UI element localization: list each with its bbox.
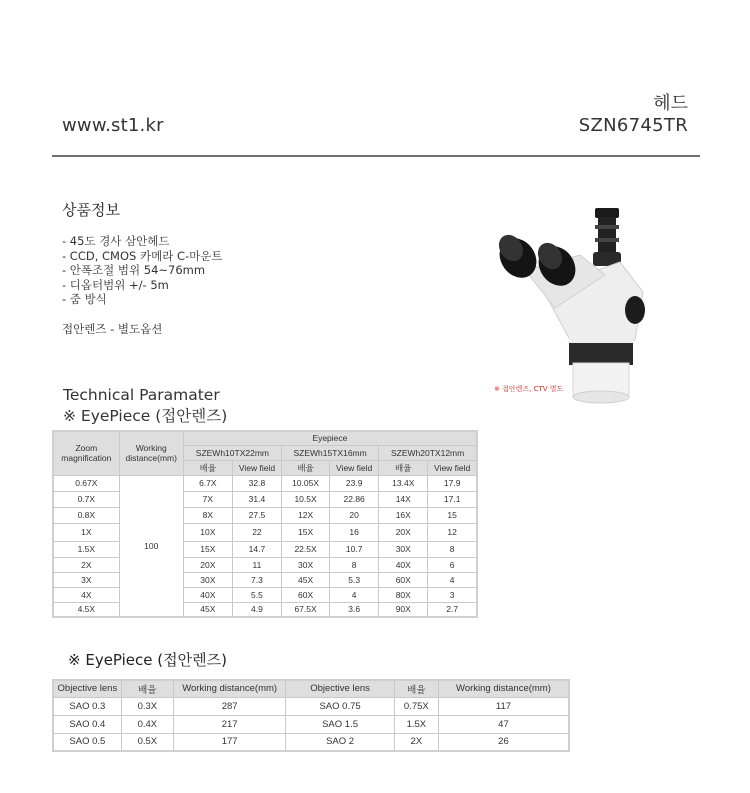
table-cell: 1.5X — [53, 541, 119, 557]
table-cell: 20X — [183, 557, 232, 572]
sub-header-view: View field — [428, 460, 477, 475]
table-cell: 8 — [428, 541, 477, 557]
table-cell: 45X — [183, 602, 232, 617]
table-cell: 0.4X — [121, 715, 173, 733]
table-cell: 14.7 — [232, 541, 281, 557]
table-cell: 60X — [282, 587, 330, 602]
table-cell: 17.1 — [428, 491, 477, 507]
table-cell: 26 — [438, 733, 569, 751]
tech-param-title: Technical Paramater — [63, 386, 220, 404]
table-cell: 12 — [428, 523, 477, 541]
table-cell: 17.9 — [428, 475, 477, 491]
table-cell: 15X — [282, 523, 330, 541]
table-cell: 40X — [379, 557, 428, 572]
table-cell: 15 — [428, 507, 477, 523]
table-cell: SAO 0.4 — [53, 715, 121, 733]
table-row — [53, 697, 569, 715]
working-distance-value: 100 — [119, 475, 183, 617]
table-row — [53, 572, 477, 587]
column-header: Working distance(mm) — [438, 680, 569, 697]
table-cell: 3.6 — [330, 602, 379, 617]
eyepiece-header: Eyepiece — [183, 431, 477, 445]
table-cell: 5.3 — [330, 572, 379, 587]
column-header: Objective lens — [53, 680, 121, 697]
feature-item: - 45도 경사 삼안헤드 — [62, 234, 170, 248]
table-cell: SAO 2 — [286, 733, 394, 751]
table-row — [53, 507, 477, 523]
table-cell: 287 — [173, 697, 285, 715]
table-cell: SAO 0.3 — [53, 697, 121, 715]
table-cell: 0.8X — [53, 507, 119, 523]
feature-item: - 안폭조절 범위 54~76mm — [62, 263, 206, 278]
feature-item: - CCD, CMOS 카메라 C-마운트 — [62, 248, 223, 263]
group-header: SZEWh20TX12mm — [379, 445, 477, 460]
table-cell: 14X — [379, 491, 428, 507]
table-cell: 8X — [183, 507, 232, 523]
table-cell: 32.8 — [232, 475, 281, 491]
eyepiece-spec-table — [52, 430, 478, 618]
table-cell: 1.5X — [394, 715, 438, 733]
feature-list — [62, 234, 222, 307]
table-cell: 22.5X — [282, 541, 330, 557]
site-url[interactable]: www.st1.kr — [62, 115, 164, 136]
table-cell: 3X — [53, 572, 119, 587]
column-header: Working distance(mm) — [173, 680, 285, 697]
table-row — [53, 475, 477, 491]
table-cell: 47 — [438, 715, 569, 733]
table-cell: 0.7X — [53, 491, 119, 507]
table-row — [53, 491, 477, 507]
table-cell: 27.5 — [232, 507, 281, 523]
feature-item: - 줌 방식 — [62, 292, 107, 307]
table-cell: 7.3 — [232, 572, 281, 587]
sub-header-view: View field — [330, 460, 379, 475]
table-cell: 4 — [428, 572, 477, 587]
table-cell: 30X — [183, 572, 232, 587]
eyepiece-section-title: ※ EyePiece (접안렌즈) — [63, 407, 228, 425]
table-cell: 22 — [232, 523, 281, 541]
table-cell: 0.5X — [121, 733, 173, 751]
table-cell: 40X — [183, 587, 232, 602]
table-cell: 45X — [282, 572, 330, 587]
table-row — [53, 602, 477, 617]
table-cell: 4 — [330, 587, 379, 602]
product-info-title: 상품정보 — [62, 201, 120, 219]
table-cell: 3 — [428, 587, 477, 602]
table-cell: 0.67X — [53, 475, 119, 491]
table-cell: 20X — [379, 523, 428, 541]
table-cell: 0.3X — [121, 697, 173, 715]
product-model: SZN6745TR — [578, 115, 688, 136]
header-divider — [52, 155, 700, 157]
sub-header-view: View field — [232, 460, 281, 475]
group-header: SZEWh10TX22mm — [183, 445, 281, 460]
table-cell: 12X — [282, 507, 330, 523]
table-cell: 5.5 — [232, 587, 281, 602]
table-cell: 1X — [53, 523, 119, 541]
table-cell: 10.7 — [330, 541, 379, 557]
table-cell: 10X — [183, 523, 232, 541]
table-cell: 23.9 — [330, 475, 379, 491]
eyepiece-option-note: 접안렌즈 - 별도옵션 — [62, 322, 163, 336]
sub-header-mag: 배율 — [379, 460, 428, 475]
feature-item: - 디옵터범위 +/- 5m — [62, 277, 169, 292]
table-cell: 16X — [379, 507, 428, 523]
table-cell: 4.5X — [53, 602, 119, 617]
table-cell: 20 — [330, 507, 379, 523]
table-row — [53, 715, 569, 733]
objective-section-title: ※ EyePiece (접안렌즈) — [68, 651, 227, 669]
table-row — [53, 587, 477, 602]
table-cell: 22.86 — [330, 491, 379, 507]
table-cell: 80X — [379, 587, 428, 602]
table-cell: 2.7 — [428, 602, 477, 617]
table-row — [53, 733, 569, 751]
table-cell: 4.9 — [232, 602, 281, 617]
table-cell: 30X — [379, 541, 428, 557]
table-cell: 10.05X — [282, 475, 330, 491]
column-header: Objective lens — [286, 680, 394, 697]
table-cell: 217 — [173, 715, 285, 733]
table-cell: SAO 0.75 — [286, 697, 394, 715]
table-cell: 13.4X — [379, 475, 428, 491]
table-cell: 6.7X — [183, 475, 232, 491]
table-cell: 10.5X — [282, 491, 330, 507]
microscope-head-image — [485, 200, 660, 410]
table-cell: SAO 1.5 — [286, 715, 394, 733]
table-cell: 15X — [183, 541, 232, 557]
column-header: 배율 — [394, 680, 438, 697]
product-category: 헤드 — [653, 93, 688, 114]
table-cell: 177 — [173, 733, 285, 751]
table-cell: 2X — [53, 557, 119, 572]
sub-header-mag: 배율 — [183, 460, 232, 475]
table-cell: 16 — [330, 523, 379, 541]
group-header: SZEWh15TX16mm — [282, 445, 379, 460]
table-row — [53, 557, 477, 572]
table-cell: 7X — [183, 491, 232, 507]
table-cell: 90X — [379, 602, 428, 617]
table-cell: 8 — [330, 557, 379, 572]
table-cell: 117 — [438, 697, 569, 715]
table-row — [53, 541, 477, 557]
objective-lens-table — [52, 679, 570, 752]
table-cell: 60X — [379, 572, 428, 587]
table-cell: 31.4 — [232, 491, 281, 507]
working-distance-header: Working distance(mm) — [119, 431, 183, 475]
table-cell: 30X — [282, 557, 330, 572]
column-header: 배율 — [121, 680, 173, 697]
sub-header-mag: 배율 — [282, 460, 330, 475]
table-row — [53, 523, 477, 541]
photo-caption: ※ 접안렌즈, CTV 별도 — [494, 385, 564, 393]
table-cell: SAO 0.5 — [53, 733, 121, 751]
table-cell: 4X — [53, 587, 119, 602]
table-cell: 6 — [428, 557, 477, 572]
table-cell: 2X — [394, 733, 438, 751]
table-cell: 67.5X — [282, 602, 330, 617]
table-cell: 0.75X — [394, 697, 438, 715]
table-cell: 11 — [232, 557, 281, 572]
zoom-header: Zoom magnification — [53, 431, 119, 475]
